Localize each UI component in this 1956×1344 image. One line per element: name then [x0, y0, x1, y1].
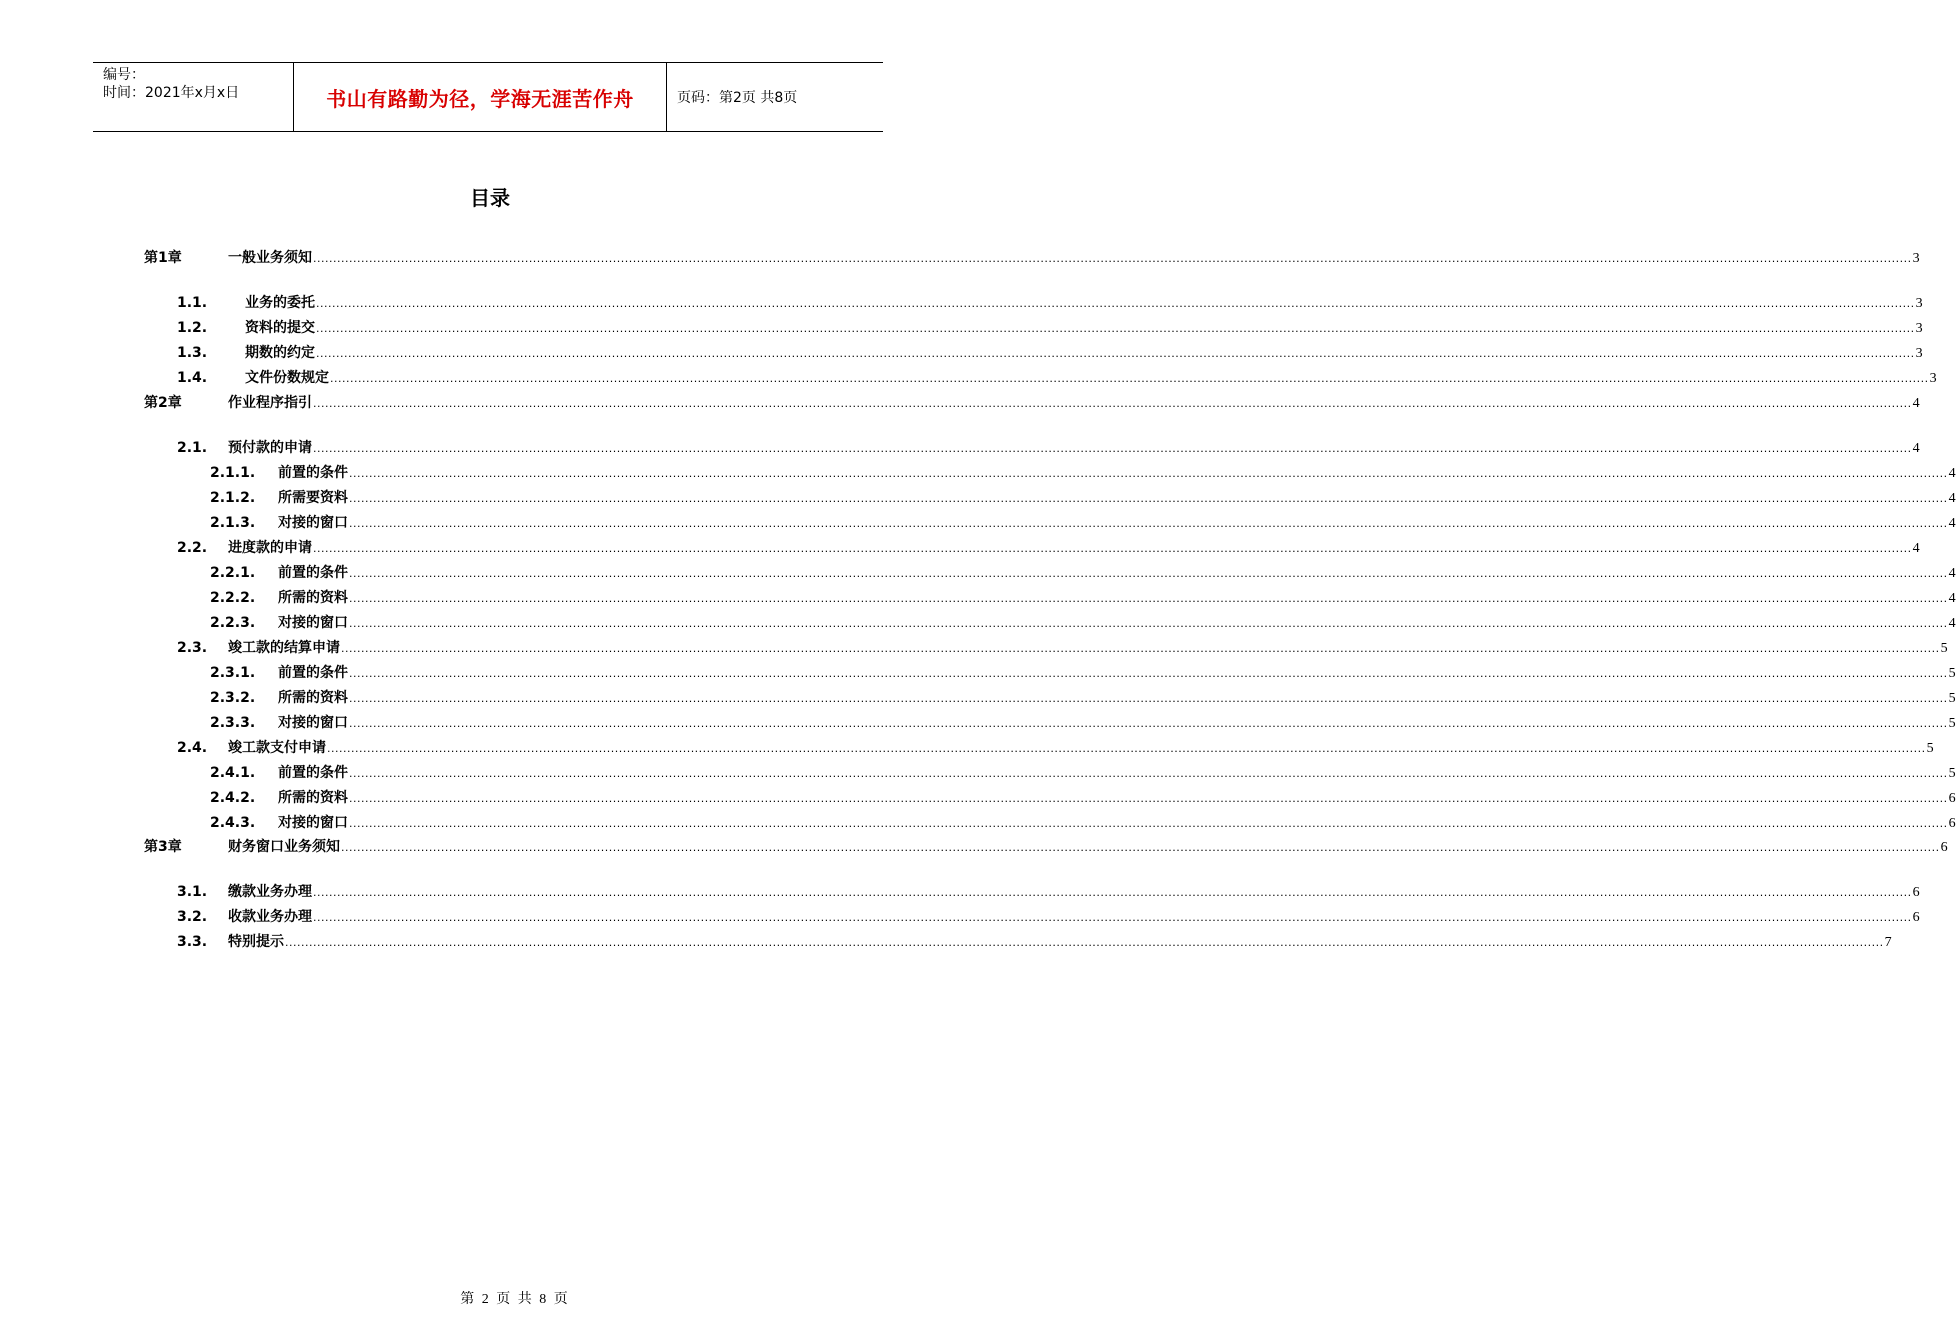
toc-entry-title: 收款业务办理: [228, 909, 312, 925]
toc-entry-page: 4: [1948, 516, 1956, 531]
toc-leader: ................................................................................................................................................................................................................................................................................................................................................................................................................: [285, 936, 1884, 949]
toc-entry-page: 5: [1948, 666, 1956, 681]
toc-entry[interactable]: [0, 906, 1920, 928]
toc-entry-number: 2.1.2.: [210, 490, 256, 506]
toc-entry[interactable]: [0, 787, 1956, 809]
toc-entry-title: 对接的窗口: [278, 515, 348, 531]
toc-entry-page: 4: [1948, 491, 1956, 506]
toc-entry-number: 2.3.1.: [210, 665, 256, 681]
toc-entry-page: 3: [1915, 296, 1923, 311]
toc-entry[interactable]: [0, 587, 1956, 609]
toc-entry[interactable]: [0, 712, 1956, 734]
toc-entry-title: 前置的条件: [278, 465, 348, 481]
header-meta: [93, 63, 294, 131]
toc-entry-number: 2.2.1.: [210, 565, 256, 581]
toc-entry[interactable]: [0, 612, 1956, 634]
toc-entry-page: 4: [1912, 441, 1920, 456]
toc-entry[interactable]: [0, 881, 1920, 903]
toc-entry-title: 前置的条件: [278, 665, 348, 681]
toc-entry-number: 2.4.: [177, 740, 208, 756]
header-page-info: 页码：第2页 共8页: [677, 90, 798, 106]
toc-leader: ................................................................................................................................................................................................................................................................................................................................................................................................................: [330, 372, 1929, 385]
toc-entry-number: 1.1.: [177, 295, 208, 311]
toc-entry-number: 2.2.2.: [210, 590, 256, 606]
toc-entry-page: 3: [1929, 371, 1937, 386]
toc-entry-number: 1.2.: [177, 320, 208, 336]
toc-entry-page: 4: [1948, 616, 1956, 631]
toc-entry-number: 第2章: [144, 395, 182, 411]
toc-entry-page: 3: [1915, 346, 1923, 361]
toc-entry-page: 5: [1926, 741, 1934, 756]
toc-entry-title: 对接的窗口: [278, 715, 348, 731]
toc-leader: ................................................................................................................................................................................................................................................................................................................................................................................................................: [349, 517, 1948, 530]
toc-entry-page: 5: [1948, 766, 1956, 781]
toc-entry[interactable]: [0, 836, 1948, 858]
toc-entry-page: 6: [1940, 840, 1948, 855]
toc-entry[interactable]: [0, 537, 1920, 559]
toc-entry-number: 2.4.2.: [210, 790, 256, 806]
toc-entry-title: 对接的窗口: [278, 615, 348, 631]
header-motto: 书山有路勤为径，学海无涯苦作舟: [294, 63, 667, 131]
toc-leader: ................................................................................................................................................................................................................................................................................................................................................................................................................: [341, 642, 1940, 655]
toc-leader: ................................................................................................................................................................................................................................................................................................................................................................................................................: [349, 617, 1948, 630]
toc-entry-number: 第3章: [144, 839, 182, 855]
document-time: 时间：2021年x月x日: [103, 85, 240, 101]
toc-entry-number: 2.1.1.: [210, 465, 256, 481]
toc-entry-title: 所需的资料: [278, 590, 348, 606]
toc-leader: ................................................................................................................................................................................................................................................................................................................................................................................................................: [313, 442, 1912, 455]
toc-entry-title: 资料的提交: [245, 320, 315, 336]
toc-entry[interactable]: [0, 737, 1934, 759]
toc-entry[interactable]: [0, 462, 1956, 484]
toc-entry-number: 2.3.2.: [210, 690, 256, 706]
toc-entry[interactable]: [0, 437, 1920, 459]
toc-entry-number: 3.3.: [177, 934, 208, 950]
toc-entry-number: 2.2.3.: [210, 615, 256, 631]
toc-entry[interactable]: [0, 317, 1923, 339]
toc-entry[interactable]: [0, 662, 1956, 684]
toc-entry-title: 期数的约定: [245, 345, 315, 361]
toc-entry-title: 前置的条件: [278, 565, 348, 581]
toc-entry[interactable]: [0, 637, 1948, 659]
toc-entry-page: 6: [1912, 885, 1920, 900]
toc-leader: ................................................................................................................................................................................................................................................................................................................................................................................................................: [349, 792, 1948, 805]
toc-entry-number: 2.1.: [177, 440, 208, 456]
toc-entry-page: 7: [1884, 935, 1892, 950]
toc-entry[interactable]: [0, 931, 1892, 953]
toc-entry-number: 2.3.: [177, 640, 208, 656]
toc-entry[interactable]: [0, 762, 1956, 784]
toc-entry-page: 5: [1948, 716, 1956, 731]
toc-entry-number: 第1章: [144, 250, 182, 266]
toc-leader: ................................................................................................................................................................................................................................................................................................................................................................................................................: [349, 817, 1948, 830]
toc-entry-number: 1.3.: [177, 345, 208, 361]
toc-entry-number: 2.4.3.: [210, 815, 256, 831]
toc-entry-page: 5: [1940, 641, 1948, 656]
toc-entry[interactable]: [0, 367, 1937, 389]
toc-title: 目录: [470, 186, 510, 210]
toc-entry-page: 3: [1915, 321, 1923, 336]
toc-entry-page: 4: [1948, 591, 1956, 606]
toc-entry-title: 作业程序指引: [228, 395, 312, 411]
toc-entry-title: 特别提示: [228, 934, 284, 950]
toc-entry-title: 对接的窗口: [278, 815, 348, 831]
toc-entry-title: 前置的条件: [278, 765, 348, 781]
toc-entry-number: 1.4.: [177, 370, 208, 386]
toc-leader: ................................................................................................................................................................................................................................................................................................................................................................................................................: [313, 886, 1912, 899]
toc-leader: ................................................................................................................................................................................................................................................................................................................................................................................................................: [349, 567, 1948, 580]
toc-entry-title: 进度款的申请: [228, 540, 312, 556]
toc-leader: ................................................................................................................................................................................................................................................................................................................................................................................................................: [349, 667, 1948, 680]
toc-entry-number: 3.2.: [177, 909, 208, 925]
toc-leader: ................................................................................................................................................................................................................................................................................................................................................................................................................: [349, 692, 1948, 705]
document-number-label: 编号：: [103, 67, 145, 83]
toc-entry-number: 2.1.3.: [210, 515, 256, 531]
toc-leader: ................................................................................................................................................................................................................................................................................................................................................................................................................: [316, 322, 1915, 335]
page-header: [93, 62, 883, 132]
toc-entry-title: 预付款的申请: [228, 440, 312, 456]
toc-entry[interactable]: [0, 812, 1956, 834]
toc-leader: ................................................................................................................................................................................................................................................................................................................................................................................................................: [341, 841, 1940, 854]
toc-entry-title: 所需的资料: [278, 690, 348, 706]
page-footer: 第 2 页 共 8 页: [460, 1292, 570, 1307]
toc-leader: ................................................................................................................................................................................................................................................................................................................................................................................................................: [349, 717, 1948, 730]
toc-entry-title: 财务窗口业务须知: [228, 839, 340, 855]
toc-leader: ................................................................................................................................................................................................................................................................................................................................................................................................................: [327, 742, 1926, 755]
toc-entry-title: 文件份数规定: [245, 370, 329, 386]
toc-leader: ................................................................................................................................................................................................................................................................................................................................................................................................................: [316, 297, 1915, 310]
toc-entry-page: 6: [1948, 791, 1956, 806]
toc-entry[interactable]: [0, 487, 1956, 509]
toc-entry[interactable]: [0, 247, 1920, 269]
toc-entry-number: 2.4.1.: [210, 765, 256, 781]
toc-leader: ................................................................................................................................................................................................................................................................................................................................................................................................................: [313, 397, 1912, 410]
toc-entry-title: 一般业务须知: [228, 250, 312, 266]
toc-entry-page: 3: [1912, 251, 1920, 266]
toc-entry-number: 2.2.: [177, 540, 208, 556]
toc-entry-number: 2.3.3.: [210, 715, 256, 731]
toc-entry-page: 5: [1948, 691, 1956, 706]
toc-entry-page: 6: [1948, 816, 1956, 831]
toc-entry-title: 竣工款的结算申请: [228, 640, 340, 656]
toc-entry[interactable]: [0, 292, 1923, 314]
toc-entry-page: 4: [1948, 566, 1956, 581]
toc-entry[interactable]: [0, 342, 1923, 364]
toc-entry-title: 竣工款支付申请: [228, 740, 326, 756]
toc-entry-title: 所需的资料: [278, 790, 348, 806]
toc-entry-page: 6: [1912, 910, 1920, 925]
toc-entry-title: 所需要资料: [278, 490, 348, 506]
toc-leader: ................................................................................................................................................................................................................................................................................................................................................................................................................: [349, 592, 1948, 605]
toc-leader: ................................................................................................................................................................................................................................................................................................................................................................................................................: [349, 492, 1948, 505]
toc-entry-title: 缴款业务办理: [228, 884, 312, 900]
toc-leader: ................................................................................................................................................................................................................................................................................................................................................................................................................: [313, 252, 1912, 265]
toc-entry[interactable]: [0, 687, 1956, 709]
toc-entry[interactable]: [0, 392, 1920, 414]
toc-entry-page: 4: [1912, 396, 1920, 411]
toc-leader: ................................................................................................................................................................................................................................................................................................................................................................................................................: [349, 467, 1948, 480]
toc-entry-page: 4: [1948, 466, 1956, 481]
toc-leader: ................................................................................................................................................................................................................................................................................................................................................................................................................: [313, 911, 1912, 924]
toc-entry-title: 业务的委托: [245, 295, 315, 311]
toc-leader: ................................................................................................................................................................................................................................................................................................................................................................................................................: [349, 767, 1948, 780]
toc-entry[interactable]: [0, 512, 1956, 534]
toc-entry[interactable]: [0, 562, 1956, 584]
toc-entry-page: 4: [1912, 541, 1920, 556]
toc-leader: ................................................................................................................................................................................................................................................................................................................................................................................................................: [316, 347, 1915, 360]
toc-entry-number: 3.1.: [177, 884, 208, 900]
toc-leader: ................................................................................................................................................................................................................................................................................................................................................................................................................: [313, 542, 1912, 555]
